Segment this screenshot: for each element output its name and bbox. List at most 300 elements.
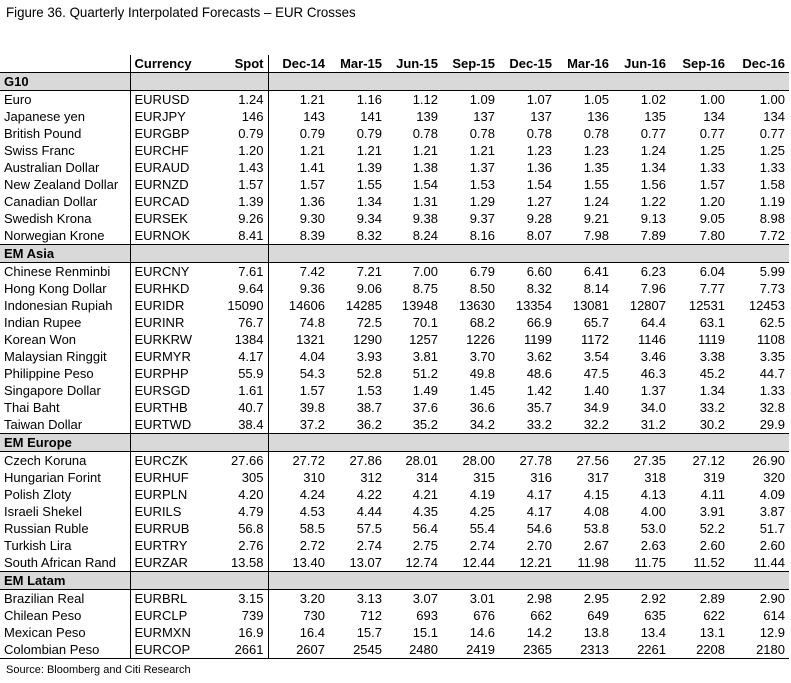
forecast-cell: 622 [703,608,725,623]
currency-code-cell: EURNOK [130,227,202,245]
currency-code-cell: EURIDR [130,297,202,314]
forecast-cell: 13.8 [583,625,609,640]
currency-name-cell: South African Rand [4,555,117,570]
forecast-cell: 63.1 [699,315,725,330]
section-filler [268,245,329,263]
forecast-cell: 46.3 [640,366,666,381]
header-dec16: Dec-16 [729,55,789,73]
forecast-cell: 143 [303,109,325,124]
forecast-cell: 1290 [353,332,382,347]
forecast-cell: 8.07 [526,228,552,243]
table-row [0,590,789,608]
forecast-cell: 57.5 [356,521,382,536]
section-header [0,434,789,452]
currency-name-cell: Brazilian Real [4,591,85,606]
forecast-cell: 9.13 [640,211,666,226]
spot-cell: 55.9 [202,365,268,382]
forecast-cell: 1.24 [583,194,609,209]
table-row [0,108,789,125]
section-filler [202,245,268,263]
table-row [0,486,789,503]
forecast-cell: 49.8 [469,366,495,381]
forecast-cell: 37.6 [412,400,438,415]
currency-code-cell: EURHUF [130,469,202,486]
currency-name-cell: Chilean Peso [4,608,82,623]
forecast-cell: 2180 [729,641,789,659]
forecast-cell: 64.4 [640,315,666,330]
forecast-cell: 53.8 [583,521,609,536]
spot-cell: 1.57 [202,176,268,193]
forecast-cell: 1.39 [356,160,382,175]
forecast-cell: 1.38 [412,160,438,175]
forecast-cell: 12.74 [405,555,438,570]
forecast-cell: 730 [303,608,325,623]
section-filler [329,245,386,263]
forecast-cell: 1146 [638,332,666,347]
forecast-cell: 11.98 [577,555,609,570]
forecast-cell: 13630 [458,298,495,313]
forecast-cell: 1.53 [356,383,382,398]
forecast-cell: 47.5 [583,366,609,381]
forecast-cell: 1.57 [699,177,725,192]
forecast-cell: 9.30 [299,211,325,226]
forecast-cell: 1.27 [526,194,552,209]
forecast-cell: 33.2 [526,417,552,432]
currency-name-cell: Taiwan Dollar [4,417,83,432]
spot-cell: 13.58 [202,554,268,572]
forecast-cell: 12.9 [759,625,785,640]
forecast-cell: 36.2 [356,417,382,432]
spot-cell: 1.24 [202,91,268,109]
section-filler [670,245,729,263]
forecast-cell: 2.60 [699,538,725,553]
table-row [0,641,789,659]
currency-name-cell: Japanese yen [4,109,85,124]
header-jun15: Jun-15 [386,55,442,73]
forecast-cell: 1.21 [412,143,438,158]
forecast-cell: 32.8 [759,400,785,415]
forecast-cell: 1.42 [526,383,552,398]
forecast-cell: 1.33 [759,383,785,398]
forecast-cell: 52.2 [699,521,725,536]
table-row [0,452,789,470]
forecast-cell: 1.21 [299,92,325,107]
forecast-cell: 3.81 [412,349,438,364]
currency-code-cell: EURTHB [130,399,202,416]
forecast-cell: 1108 [757,332,785,347]
currency-code-cell: EURINR [130,314,202,331]
forecast-cell: 1.36 [526,160,552,175]
forecast-cell: 134 [703,109,725,124]
forecast-cell: 2.74 [469,538,495,553]
forecast-cell: 3.07 [412,591,438,606]
section-filler [613,73,670,91]
header-dec14: Dec-14 [268,55,329,73]
currency-name-cell: Indonesian Rupiah [4,298,113,313]
forecast-cell: 0.77 [699,126,725,141]
currency-name-cell: Korean Won [4,332,77,347]
forecast-cell: 1.19 [759,194,785,209]
section-header [0,245,789,263]
forecast-cell: 11.44 [753,555,785,570]
forecast-cell: 34.2 [469,417,495,432]
forecast-cell: 6.23 [640,264,666,279]
forecast-cell: 0.77 [759,126,785,141]
forecast-cell: 12.21 [519,555,552,570]
currency-code-cell: EURTWD [130,416,202,434]
table-row [0,554,789,572]
currency-code-cell: EURILS [130,503,202,520]
forecast-cell: 614 [763,608,785,623]
header-mar15: Mar-15 [329,55,386,73]
forecast-cell: 7.00 [412,264,438,279]
spot-cell: 305 [202,469,268,486]
forecast-cell: 3.54 [583,349,609,364]
currency-name-cell: Indian Rupee [4,315,82,330]
forecast-cell: 9.38 [412,211,438,226]
forecast-cell: 6.41 [583,264,609,279]
forecast-cell: 662 [530,608,552,623]
forecast-cell: 8.50 [469,281,495,296]
forecast-cell: 7.80 [699,228,725,243]
forecast-cell: 1.23 [526,143,552,158]
table-row [0,607,789,624]
forecast-cell: 635 [644,608,666,623]
forecast-table-container [0,55,791,659]
forecast-cell: 7.72 [759,228,785,243]
currency-code-cell: EURBRL [130,590,202,608]
forecast-cell: 2.75 [412,538,438,553]
spot-cell: 739 [202,607,268,624]
spot-cell: 38.4 [202,416,268,434]
table-row [0,142,789,159]
forecast-cell: 0.78 [412,126,438,141]
currency-name-cell: New Zealand Dollar [4,177,119,192]
header-currency: Currency [130,55,202,73]
currency-code-cell: EURCOP [130,641,202,659]
section-filler [442,245,499,263]
forecast-cell: 1321 [296,332,325,347]
forecast-cell: 1172 [581,332,609,347]
table-row [0,314,789,331]
forecast-cell: 5.99 [759,264,785,279]
forecast-cell: 2261 [613,641,670,659]
forecast-cell: 13948 [401,298,438,313]
currency-name-cell: Colombian Peso [0,641,130,659]
spot-cell: 1.61 [202,382,268,399]
currency-name-cell: Hong Kong Dollar [4,281,107,296]
forecast-cell: 4.21 [412,487,438,502]
forecast-cell: 4.35 [412,504,438,519]
currency-code-cell: EURCLP [130,607,202,624]
currency-code-cell: EURRUB [130,520,202,537]
currency-name-cell: Malaysian Ringgit [4,349,107,364]
forecast-cell: 4.24 [299,487,325,502]
forecast-cell: 1.02 [640,92,666,107]
currency-code-cell: EURSGD [130,382,202,399]
section-filler [386,245,442,263]
currency-name-cell: Mexican Peso [4,625,86,640]
forecast-cell: 9.06 [356,281,382,296]
currency-name-cell: Euro [4,92,32,107]
table-row [0,297,789,314]
forecast-cell: 31.2 [640,417,666,432]
forecast-cell: 2480 [386,641,442,659]
forecast-cell: 1.36 [299,194,325,209]
forecast-cell: 7.89 [640,228,666,243]
section-filler [499,434,556,452]
currency-code-cell: EURHKD [130,280,202,297]
forecast-cell: 28.01 [405,453,438,468]
spot-cell: 4.79 [202,503,268,520]
forecast-cell: 7.73 [759,281,785,296]
forecast-cell: 1.00 [759,92,785,107]
section-label: EM Asia [0,245,130,263]
forecast-cell: 2.90 [759,591,785,606]
forecast-cell: 1.23 [583,143,609,158]
currency-code-cell: EURNZD [130,176,202,193]
forecast-cell: 3.87 [759,504,785,519]
currency-code-cell: EURTRY [130,537,202,554]
forecast-cell: 319 [703,470,725,485]
forecast-cell: 1.37 [640,383,666,398]
spot-cell: 16.9 [202,624,268,641]
forecast-cell: 1.05 [583,92,609,107]
forecast-cell: 2.63 [640,538,666,553]
forecast-cell: 310 [303,470,325,485]
currency-code-cell: EURKRW [130,331,202,348]
forecast-cell: 1.41 [299,160,325,175]
forecast-cell: 45.2 [699,366,725,381]
forecast-cell: 12.44 [462,555,495,570]
forecast-cell: 13.07 [349,555,382,570]
spot-cell: 1.43 [202,159,268,176]
forecast-cell: 14.6 [469,625,495,640]
forecast-cell: 68.2 [469,315,495,330]
forecast-cell: 51.2 [412,366,438,381]
section-filler [442,434,499,452]
section-filler [202,572,268,590]
section-filler [670,73,729,91]
section-filler [329,434,386,452]
forecast-cell: 37.2 [299,417,325,432]
section-filler [130,434,202,452]
table-row [0,520,789,537]
table-row [0,537,789,554]
section-label: EM Latam [0,572,130,590]
currency-code-cell: EURSEK [130,210,202,227]
forecast-cell: 1.55 [583,177,609,192]
table-row [0,125,789,142]
forecast-cell: 2.60 [759,538,785,553]
section-filler [670,572,729,590]
currency-name-cell: Turkish Lira [4,538,72,553]
forecast-cell: 32.2 [583,417,609,432]
spot-cell: 9.26 [202,210,268,227]
forecast-cell: 6.04 [699,264,725,279]
forecast-cell: 1.31 [412,194,438,209]
forecast-cell: 316 [530,470,552,485]
table-row [0,469,789,486]
section-filler [729,434,789,452]
forecast-cell: 4.17 [526,504,552,519]
section-filler [130,572,202,590]
forecast-cell: 54.3 [299,366,325,381]
spot-cell: 7.61 [202,263,268,281]
forecast-cell: 3.62 [526,349,552,364]
forecast-cell: 52.8 [356,366,382,381]
forecast-cell: 712 [360,608,382,623]
forecast-cell: 30.2 [699,417,725,432]
forecast-cell: 70.1 [412,315,438,330]
forecast-cell: 4.17 [526,487,552,502]
forecast-cell: 1.45 [469,383,495,398]
currency-name-cell: Polish Zloty [4,487,72,502]
spot-cell: 3.15 [202,590,268,608]
forecast-cell: 4.09 [759,487,785,502]
spot-cell: 2.76 [202,537,268,554]
table-row [0,210,789,227]
section-filler [386,434,442,452]
section-filler [729,73,789,91]
forecast-cell: 55.4 [469,521,495,536]
table-row [0,365,789,382]
forecast-cell: 1.34 [640,160,666,175]
forecast-cell: 1.49 [412,383,438,398]
forecast-cell: 4.15 [583,487,609,502]
forecast-cell: 141 [360,109,382,124]
forecast-cell: 56.4 [412,521,438,536]
spot-cell: 1384 [202,331,268,348]
forecast-cell: 0.79 [299,126,325,141]
forecast-cell: 2.98 [526,591,552,606]
forecast-cell: 137 [530,109,552,124]
currency-code-cell: EURZAR [130,554,202,572]
forecast-cell: 315 [473,470,495,485]
section-filler [556,572,613,590]
forecast-cell: 13354 [515,298,552,313]
forecast-cell: 8.32 [356,228,382,243]
forecast-cell: 1.20 [699,194,725,209]
forecast-cell: 2545 [329,641,386,659]
section-filler [386,572,442,590]
currency-name-cell: Russian Ruble [4,521,89,536]
forecast-cell: 2.89 [699,591,725,606]
forecast-cell: 1.33 [699,160,725,175]
forecast-cell: 1.09 [469,92,495,107]
section-filler [613,245,670,263]
currency-name-cell: Israeli Shekel [4,504,83,519]
forecast-cell: 7.42 [299,264,325,279]
forecast-cell: 1.33 [759,160,785,175]
forecast-cell: 4.04 [299,349,325,364]
forecast-cell: 4.00 [640,504,666,519]
table-row [0,399,789,416]
forecast-cell: 7.77 [699,281,725,296]
forecast-cell: 3.93 [356,349,382,364]
forecast-cell: 9.36 [299,281,325,296]
forecast-cell: 8.39 [299,228,325,243]
header-dec15: Dec-15 [499,55,556,73]
table-row [0,416,789,434]
table-row [0,331,789,348]
forecast-cell: 9.37 [469,211,495,226]
currency-code-cell: EURPLN [130,486,202,503]
forecast-cell: 27.72 [292,453,325,468]
header-sep16: Sep-16 [670,55,729,73]
spot-cell: 27.66 [202,452,268,470]
table-row [0,503,789,520]
forecast-cell: 33.2 [699,400,725,415]
forecast-cell: 3.20 [299,591,325,606]
currency-code-cell: EURCAD [130,193,202,210]
forecast-cell: 4.08 [583,504,609,519]
currency-code-cell: EURJPY [130,108,202,125]
section-filler [613,434,670,452]
forecast-cell: 9.21 [583,211,609,226]
forecast-cell: 53.0 [640,521,666,536]
forecast-cell: 0.78 [526,126,552,141]
currency-name-cell: Norwegian Krone [4,228,105,243]
header-mar16: Mar-16 [556,55,613,73]
forecast-cell: 6.60 [526,264,552,279]
table-row [0,159,789,176]
currency-code-cell: EURCZK [130,452,202,470]
forecast-cell: 58.5 [299,521,325,536]
currency-code-cell: EURCHF [130,142,202,159]
section-filler [442,73,499,91]
forecast-cell: 28.00 [462,453,495,468]
section-filler [130,73,202,91]
spot-cell: 40.7 [202,399,268,416]
forecast-cell: 1.57 [299,177,325,192]
currency-code-cell: EURAUD [130,159,202,176]
source-note: Source: Bloomberg and Citi Research [6,664,191,676]
currency-name-cell: Hungarian Forint [4,470,101,485]
forecast-cell: 74.8 [299,315,325,330]
spot-cell: 4.17 [202,348,268,365]
forecast-cell: 13081 [572,298,609,313]
forecast-cell: 35.7 [526,400,552,415]
forecast-cell: 3.35 [759,349,785,364]
currency-code-cell: EURMXN [130,624,202,641]
forecast-cell: 7.98 [583,228,609,243]
forecast-cell: 66.9 [526,315,552,330]
forecast-cell: 12807 [629,298,666,313]
forecast-cell: 3.13 [356,591,382,606]
forecast-cell: 44.7 [759,366,785,381]
forecast-cell: 15.7 [356,625,382,640]
forecast-cell: 11.52 [693,555,725,570]
currency-name-cell: British Pound [4,126,82,141]
forecast-cell: 3.70 [469,349,495,364]
forecast-cell: 29.9 [759,417,785,432]
currency-name-cell: Swedish Krona [4,211,92,226]
forecast-cell: 1199 [524,332,552,347]
forecast-cell: 1.58 [759,177,785,192]
spot-cell: 8.41 [202,227,268,245]
table-row [0,227,789,245]
forecast-cell: 9.28 [526,211,552,226]
forecast-cell: 27.12 [692,453,725,468]
forecast-cell: 9.05 [699,211,725,226]
forecast-cell: 15.1 [412,625,438,640]
forecast-cell: 51.7 [759,521,785,536]
forecast-cell: 8.75 [412,281,438,296]
forecast-cell: 317 [587,470,609,485]
currency-code-cell: EURPHP [130,365,202,382]
forecast-cell: 1.54 [526,177,552,192]
